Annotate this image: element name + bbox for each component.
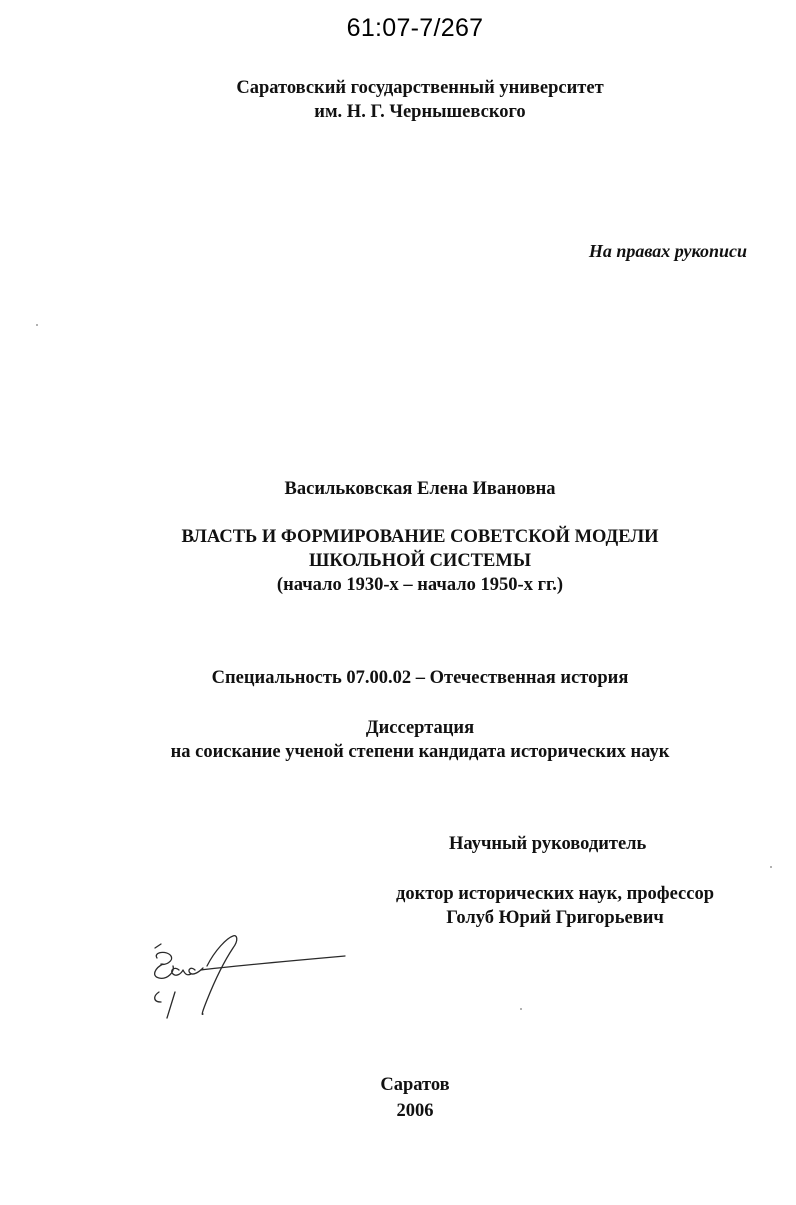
manuscript-note: На правах рукописи	[588, 241, 747, 261]
title-line-3: (начало 1930-х – начало 1950-х гг.)	[276, 575, 564, 595]
signature-stroke-8	[167, 992, 175, 1018]
title-line-1: ВЛАСТЬ И ФОРМИРОВАНИЕ СОВЕТСКОЙ МОДЕЛИ	[181, 527, 659, 547]
signature-stroke-1	[155, 952, 174, 978]
city-name: Саратов	[380, 1075, 450, 1095]
signature-stroke-3	[172, 968, 191, 975]
signature-stroke-5	[202, 936, 237, 1015]
title-line-2: ШКОЛЬНОЙ СИСТЕМЫ	[309, 551, 531, 571]
university-line-2: им. Н. Г. Чернышевского	[314, 102, 526, 122]
university-line-1: Саратовский государственный университет	[236, 78, 604, 98]
advisor-info	[340, 882, 770, 930]
author-name: Васильковская Елена Ивановна	[284, 479, 556, 499]
dissertation-line-1: Диссертация	[365, 718, 475, 738]
scan-speck	[36, 324, 38, 326]
dissertation-line-2: на соискание ученой степени кандидата исторических наук	[170, 742, 670, 762]
advisor-degree: доктор исторических наук, профессор	[396, 884, 714, 904]
advisor-name: Голуб Юрий Григорьевич	[446, 908, 664, 928]
catalog-stamp: 61:07-7/267	[346, 14, 484, 42]
university-name	[120, 76, 720, 124]
advisor-label: Научный руководитель	[449, 834, 647, 854]
specialty: Специальность 07.00.02 – Отечественная история	[211, 668, 629, 688]
year: 2006	[396, 1101, 434, 1121]
dissertation-type	[60, 716, 780, 764]
dissertation-title	[60, 525, 780, 597]
city-year	[300, 1072, 530, 1124]
signature-stroke-2	[155, 944, 161, 948]
scan-speck	[520, 1008, 522, 1010]
signature-stroke-7	[155, 992, 161, 1002]
signature-stroke-6	[201, 956, 345, 970]
signature-icon	[145, 930, 355, 1025]
scan-speck	[770, 866, 772, 868]
signature-stroke-4	[189, 968, 203, 974]
